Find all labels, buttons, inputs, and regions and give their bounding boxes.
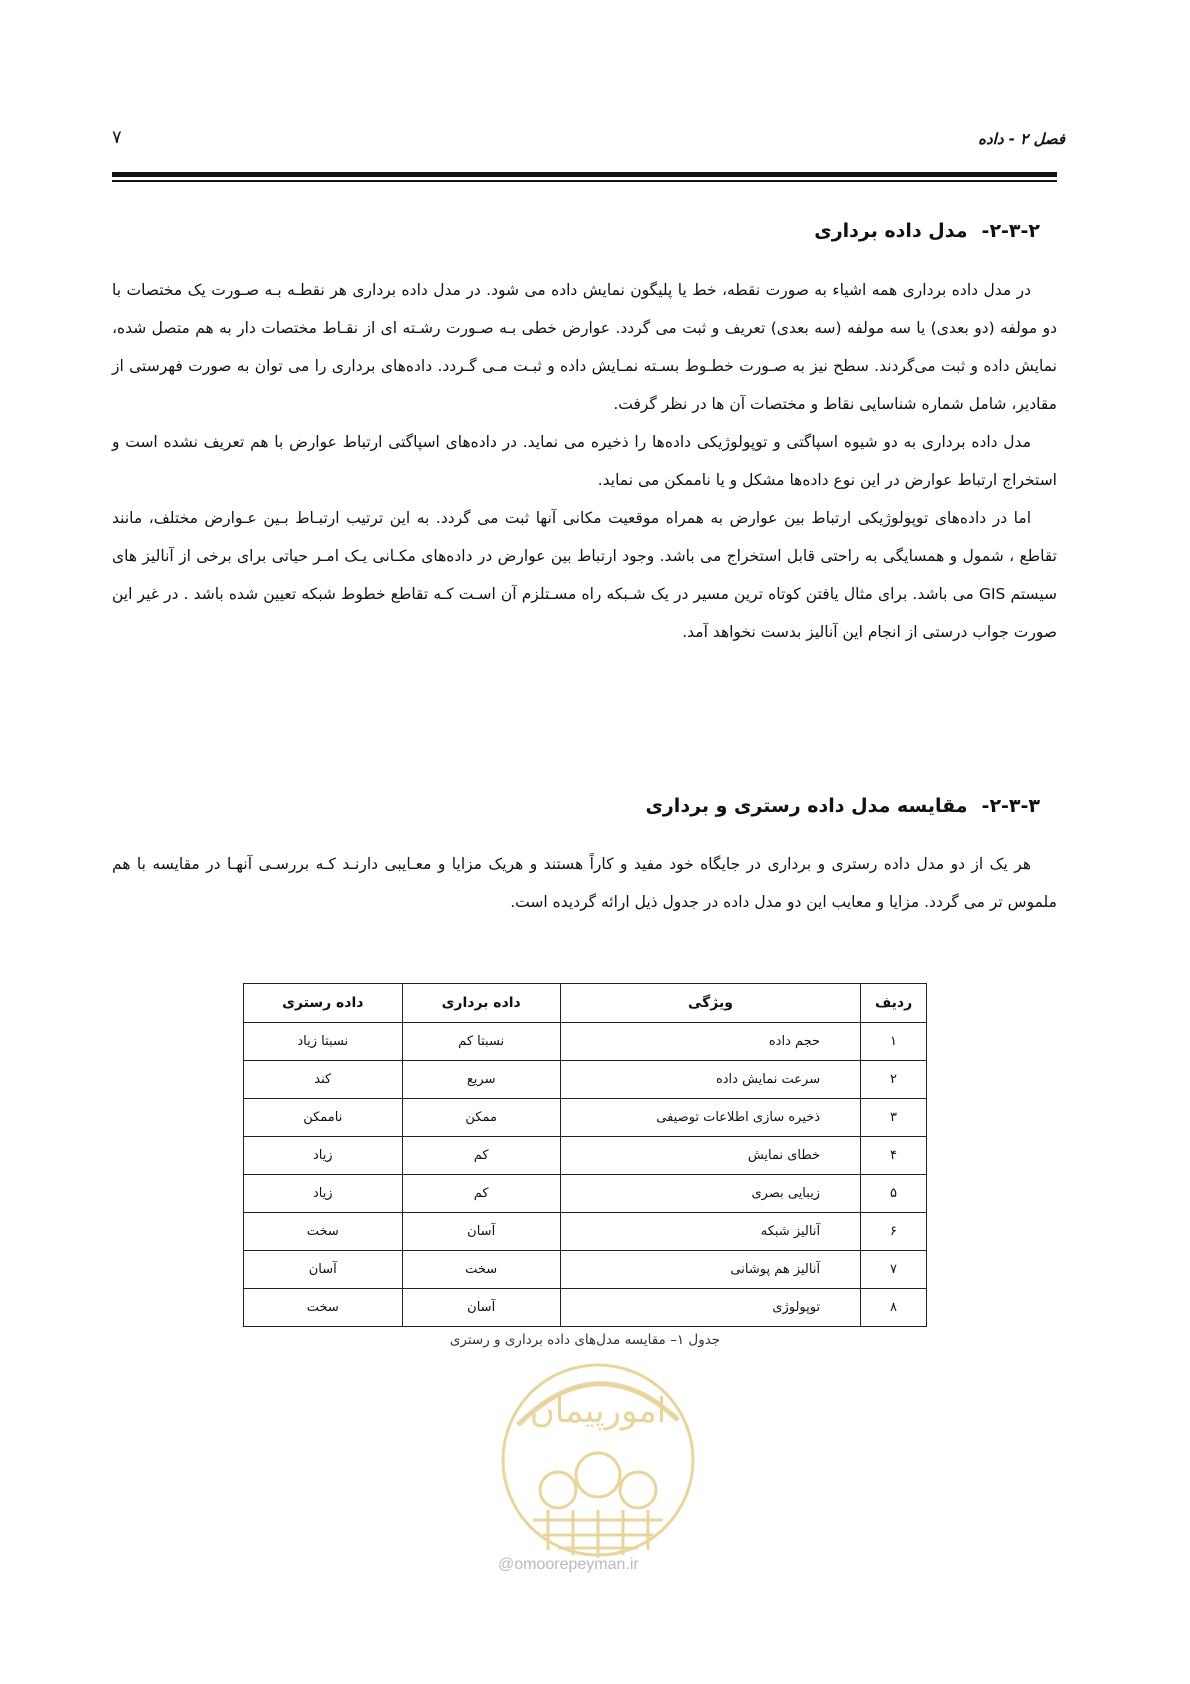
cell-raster: کند bbox=[244, 1061, 403, 1099]
section-body-comparison bbox=[112, 845, 1057, 921]
table-row bbox=[244, 1099, 927, 1137]
header-raster: داده رستری bbox=[244, 984, 403, 1023]
section-number: ۲-۳-۳- bbox=[981, 795, 1040, 817]
cell-index: ۱ bbox=[861, 1023, 927, 1061]
watermark-logo-text: امورپیمان bbox=[529, 1391, 667, 1431]
cell-vector: آسان bbox=[402, 1213, 560, 1251]
section-title: مدل داده برداری bbox=[814, 220, 968, 242]
table-row bbox=[244, 1213, 927, 1251]
watermark-logo bbox=[488, 1350, 708, 1570]
section-title: مقایسه مدل داده رستری و برداری bbox=[645, 795, 968, 817]
watermark-site: @omoorepeyman.ir bbox=[498, 1556, 639, 1573]
comparison-table bbox=[243, 983, 927, 1327]
cell-feature: زیبایی بصری bbox=[560, 1175, 860, 1213]
section-number: ۲-۳-۲- bbox=[981, 220, 1040, 242]
paragraph: مدل داده برداری به دو شیوه اسپاگتی و توپولوژیکی داده‌ها را ذخیره می نماید. در داده‌های اسپاگتی ارتباط عوارض با هم تعریف نشده است و استخراج ارتباط عوارض در این نوع داده‌ها مشکل و یا ناممکن می نماید. bbox=[112, 433, 1057, 489]
cell-vector: سخت bbox=[402, 1251, 560, 1289]
paragraph: اما در داده‌های توپولوژیکی ارتباط بین عوارض به همراه موقعیت مکانی آنها ثبت می گردد. به این ترتیب ارتبـاط بـین عـوارض مختلف، مانند تقاطع ، شمول و همسایگی به راحتی قابل استخراج می باشد. وجود ارتباط بین عوارض در داده‌های مکـانی یـک امـر حیاتی برای برخی از آنالیز های سیستم GIS می باشد. برای مثال یافتن کوتاه ترین مسیر در یک شـبکه راه مسـتلزم آن اسـت کـه تقاطع خطوط شبکه تعیین شده باشد . در غیر این صورت جواب درستی از انجام این آنالیز بدست نخواهد آمد. bbox=[112, 509, 1058, 641]
cell-raster: نسبتا زیاد bbox=[244, 1023, 403, 1061]
cell-feature: آنالیز شبکه bbox=[560, 1213, 860, 1251]
cell-vector: سریع bbox=[402, 1061, 560, 1099]
cell-feature: خطای نمایش bbox=[560, 1137, 860, 1175]
cell-feature: ذخیره سازی اطلاعات توصیفی bbox=[560, 1099, 860, 1137]
cell-raster: زیاد bbox=[244, 1175, 403, 1213]
paragraph: در مدل داده برداری همه اشیاء به صورت نقطه، خط یا پلیگون نمایش داده می شود. در مدل داده برداری هر نقطـه بـه صـورت یک مختصات با دو مولفه (دو بعدی) یا سه مولفه (سه بعدی) تعریف و ثبت می گردد. عوارض خطی بـه صـورت رشـته ای از نقـاط مختصات دار به هم متصل شده، نمایش داده و ثبت می‌گردند. سطح نیز به صـورت خطـوط بسـته نمـایش داده و ثبـت مـی گـردد. داده‌های برداری را می توان به صورت فهرستی از مقادیر، شامل شماره شناسایی نقاط و مختصات آن ها در نظر گرفت. bbox=[112, 281, 1057, 413]
table-header-row bbox=[244, 984, 927, 1023]
section-heading-comparison bbox=[645, 795, 1040, 817]
cell-index: ۸ bbox=[861, 1289, 927, 1327]
table-row bbox=[244, 1289, 927, 1327]
cell-vector: آسان bbox=[402, 1289, 560, 1327]
header-rule bbox=[112, 172, 1057, 177]
cell-index: ۲ bbox=[861, 1061, 927, 1099]
cell-vector: کم bbox=[402, 1175, 560, 1213]
cell-feature: سرعت نمایش داده bbox=[560, 1061, 860, 1099]
cell-index: ۶ bbox=[861, 1213, 927, 1251]
table-row bbox=[244, 1137, 927, 1175]
cell-vector: کم bbox=[402, 1137, 560, 1175]
cell-index: ۳ bbox=[861, 1099, 927, 1137]
table-row bbox=[244, 1251, 927, 1289]
cell-index: ۵ bbox=[861, 1175, 927, 1213]
cell-index: ۴ bbox=[861, 1137, 927, 1175]
section-body-vector-model bbox=[112, 271, 1057, 651]
cell-raster: زیاد bbox=[244, 1137, 403, 1175]
cell-raster: سخت bbox=[244, 1289, 403, 1327]
header-rule-thin bbox=[112, 180, 1057, 182]
cell-raster: آسان bbox=[244, 1251, 403, 1289]
chapter-title: فصل ۲ - داده bbox=[978, 130, 1065, 148]
cell-index: ۷ bbox=[861, 1251, 927, 1289]
cell-raster: ناممکن bbox=[244, 1099, 403, 1137]
section-heading-vector-model bbox=[814, 220, 1040, 242]
page-number: ۷ bbox=[112, 127, 122, 148]
cell-vector: ممکن bbox=[402, 1099, 560, 1137]
cell-raster: سخت bbox=[244, 1213, 403, 1251]
table-row bbox=[244, 1023, 927, 1061]
header-feature: ویژگی bbox=[560, 984, 860, 1023]
cell-feature: آنالیز هم پوشانی bbox=[560, 1251, 860, 1289]
table-row bbox=[244, 1061, 927, 1099]
paragraph: هر یک از دو مدل داده رستری و برداری در جایگاه خود مفید و کاراً هستند و هریک مزایا و معـایبی دارنـد کـه بررسـی آنهـا در مقایسه با هم ملموس تر می گردد. مزایا و معایب این دو مدل داده در جدول ذیل ارائه گردیده است. bbox=[112, 855, 1057, 911]
cell-vector: نسبتا کم bbox=[402, 1023, 560, 1061]
cell-feature: حجم داده bbox=[560, 1023, 860, 1061]
header-vector: داده برداری bbox=[402, 984, 560, 1023]
table-caption: جدول ۱– مقایسه مدل‌های داده برداری و رستری bbox=[449, 1332, 721, 1348]
table-row bbox=[244, 1175, 927, 1213]
cell-feature: توپولوژی bbox=[560, 1289, 860, 1327]
header-index: ردیف bbox=[861, 984, 927, 1023]
